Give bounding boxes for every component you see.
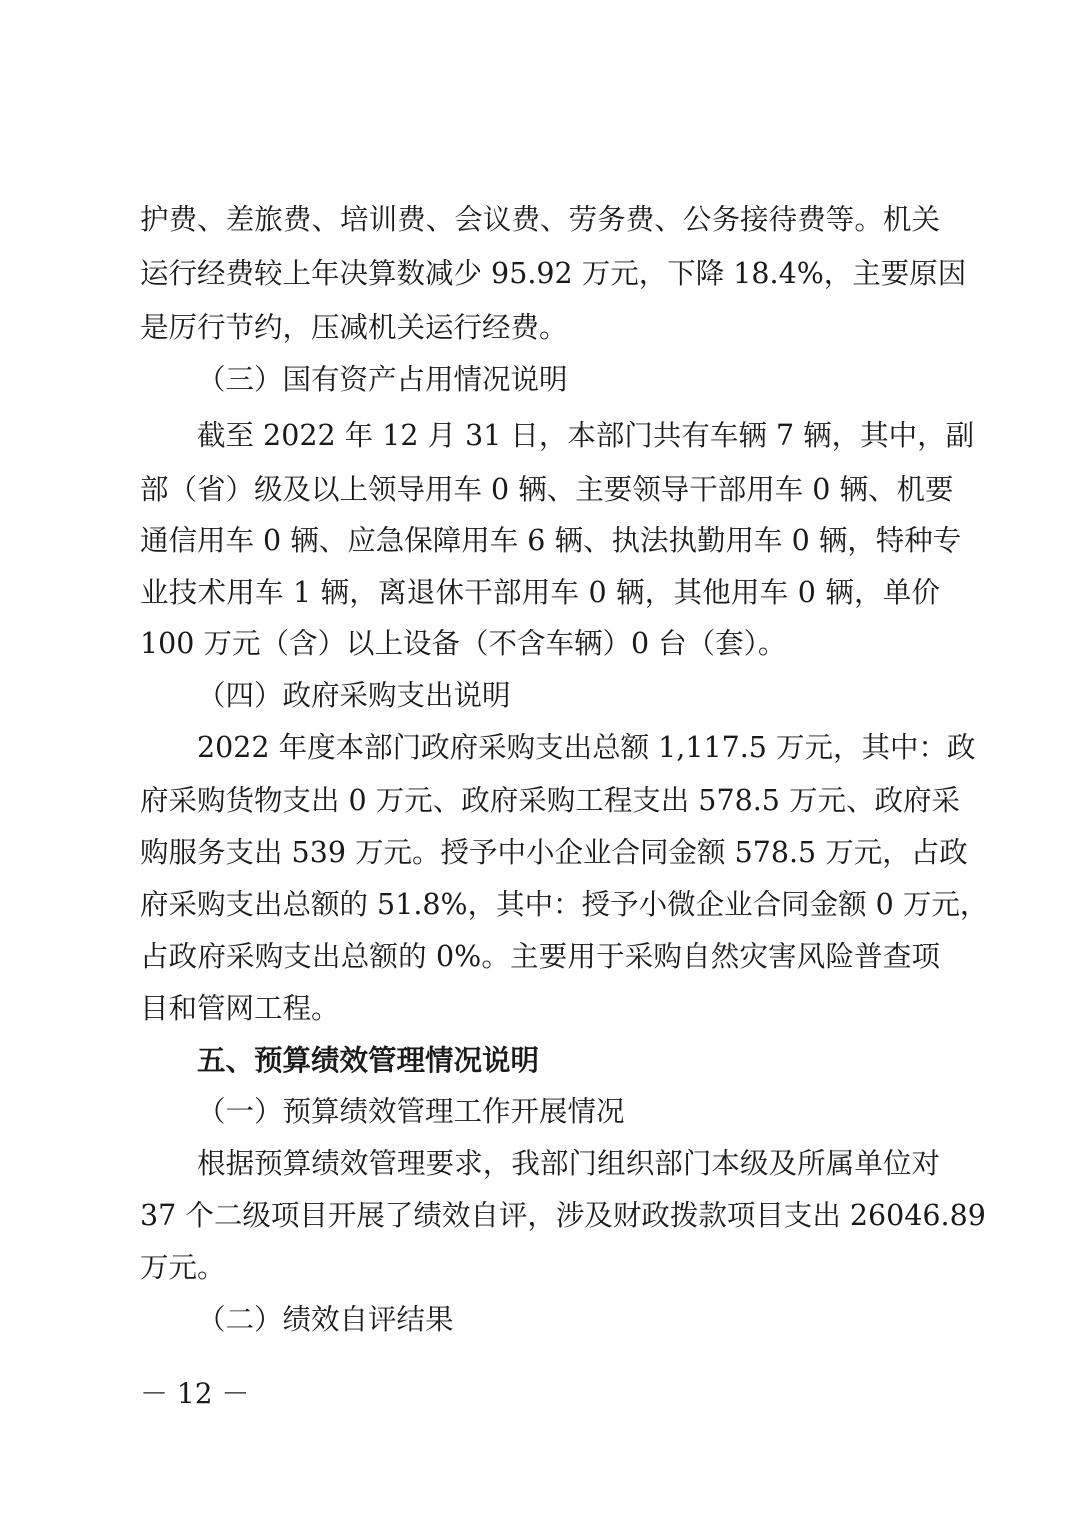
subheading-results: （二）绩效自评结果 <box>197 1303 454 1336</box>
paragraph-line: 是厉行节约，压减机关运行经费。 <box>140 311 568 344</box>
paragraph-line: 府采购货物支出 0 万元、政府采购工程支出 578.5 万元、政府采 <box>140 784 960 817</box>
page-number: － 12 － <box>140 1377 250 1410</box>
paragraph-line: 部（省）级及以上领导用车 0 辆、主要领导干部用车 0 辆、机要 <box>140 473 954 506</box>
paragraph-line: 府采购支出总额的 51.8%，其中：授予小微企业合同金额 0 万元， <box>140 888 989 921</box>
paragraph-line: 业技术用车 1 辆，离退休干部用车 0 辆，其他用车 0 辆，单价 <box>140 576 940 609</box>
subheading-procurement: （四）政府采购支出说明 <box>197 679 511 712</box>
paragraph-line: 购服务支出 539 万元。授予中小企业合同金额 578.5 万元，占政 <box>140 836 968 869</box>
paragraph-line: 37 个二级项目开展了绩效自评，涉及财政拨款项目支出 26046.89 <box>140 1199 986 1232</box>
paragraph-line: 占政府采购支出总额的 0%。主要用于采购自然灾害风险普查项 <box>140 940 940 973</box>
paragraph-line: 2022 年度本部门政府采购支出总额 1,117.5 万元，其中：政 <box>197 731 976 764</box>
paragraph-line: 100 万元（含）以上设备（不含车辆）0 台（套）。 <box>140 627 787 660</box>
subheading-performance: （一）预算绩效管理工作开展情况 <box>197 1095 625 1128</box>
paragraph-line: 根据预算绩效管理要求，我部门组织部门本级及所属单位对 <box>197 1147 940 1180</box>
subheading-assets: （三）国有资产占用情况说明 <box>197 363 568 396</box>
paragraph-line: 通信用车 0 辆、应急保障用车 6 辆、执法执勤用车 0 辆，特种专 <box>140 524 962 557</box>
paragraph-line: 万元。 <box>140 1251 226 1284</box>
paragraph-line: 运行经费较上年决算数减少 95.92 万元，下降 18.4%，主要原因 <box>140 257 967 290</box>
section-heading: 五、预算绩效管理情况说明 <box>197 1044 540 1077</box>
paragraph-line: 护费、差旅费、培训费、会议费、劳务费、公务接待费等。机关 <box>140 203 940 236</box>
paragraph-line: 截至 2022 年 12 月 31 日，本部门共有车辆 7 辆，其中，副 <box>197 419 975 452</box>
paragraph-line: 目和管网工程。 <box>140 992 340 1025</box>
